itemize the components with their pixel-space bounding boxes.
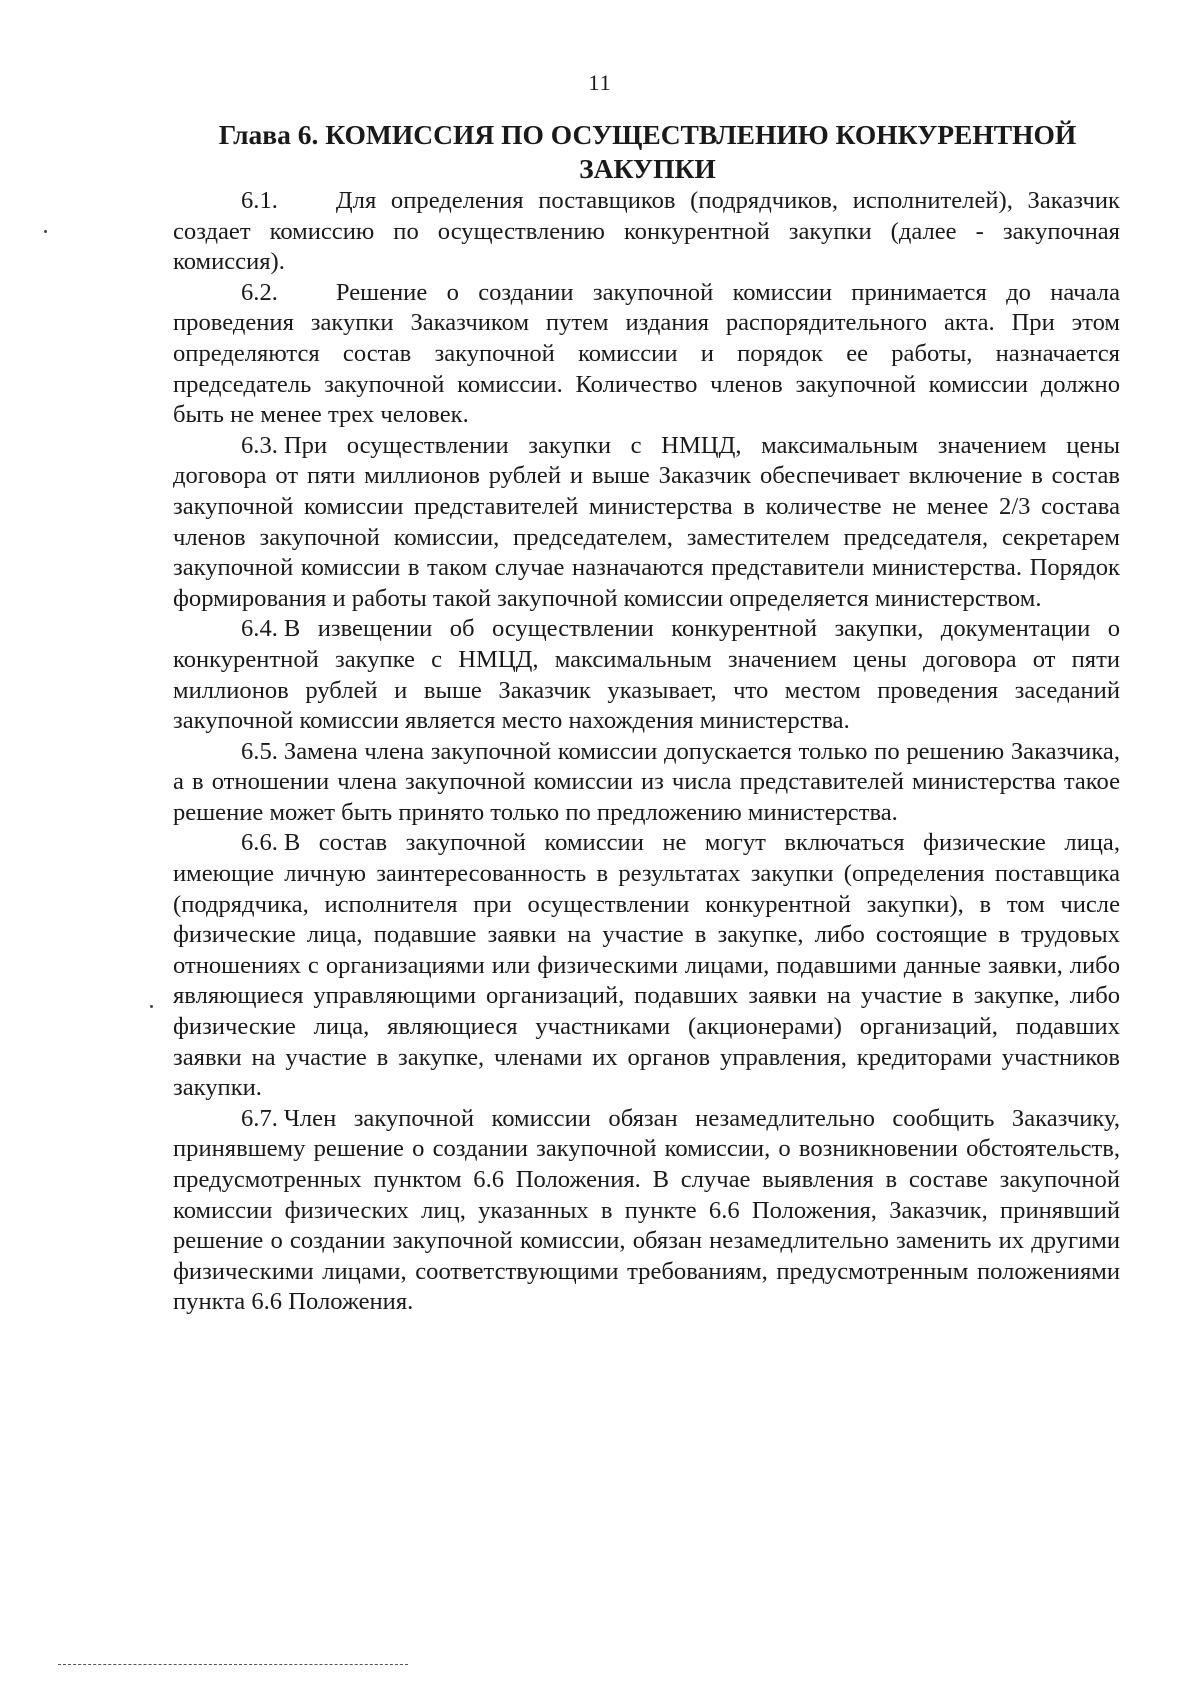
paragraph-text: Член закупочной комиссии обязан незамедлительно сообщить Заказчику, принявшему решение о создании закупочной комиссии, о возникновении обстоятельств, предусмотренных пунктом 6.6 Положения. В случае выявления в составе закупочной комиссии физических лиц, указанных в пункте 6.6 Положения, Заказчик, принявший решение о создании закупочной комиссии, обязан незамедлительно заменить их другими физическими лицами, соответствующими требованиям, предусмотренным положениями пункта 6.6 Положения. (173, 1104, 1120, 1316)
paragraph-6-4 (173, 614, 1120, 736)
paragraph-text: Решение о создании закупочной комиссии принимается до начала проведения закупки Заказчиком путем издания распорядительного акта. При этом определяются состав закупочной комиссии и порядок ее работы, назначается председатель закупочной комиссии. Количество членов закупочной комиссии должно быть не менее трех человек. (173, 278, 1120, 429)
paragraph-text: Для определения поставщиков (подрядчиков, исполнителей), Заказчик создает комиссию по осуществлению конкурентной закупки (далее - закупочная комиссия). (173, 187, 1120, 276)
document-body (173, 186, 1120, 1318)
paragraph-number: 6.7. (241, 1104, 278, 1132)
footer-scan-line (58, 1664, 408, 1666)
paragraph-number: 6.1. (241, 187, 278, 214)
paragraph-text: Замена члена закупочной комиссии допускается только по решению Заказчика, а в отношении члена закупочной комиссии из числа представителей министерства такое решение может быть принято только по предложению министерства. (173, 737, 1120, 826)
paragraph-number: 6.6. (241, 829, 278, 857)
paragraph-number: 6.5. (241, 737, 278, 765)
paragraph-6-7 (173, 1104, 1120, 1318)
paragraph-6-3 (173, 431, 1120, 615)
scan-speck (44, 230, 47, 233)
paragraph-number: 6.2. (241, 278, 278, 306)
scan-speck (150, 1005, 153, 1008)
paragraph-6-2 (173, 278, 1120, 431)
chapter-title: Глава 6. КОМИССИЯ ПО ОСУЩЕСТВЛЕНИЮ КОНКУРЕНТНОЙ ЗАКУПКИ (218, 119, 1077, 184)
paragraph-6-1 (173, 186, 1120, 278)
paragraph-number: 6.4. (241, 615, 278, 643)
paragraph-number: 6.3. (241, 431, 278, 459)
paragraph-text: В извещении об осуществлении конкурентной закупки, документации о конкурентной закупке с НМЦД, максимальным значением цены договора от пяти миллионов рублей и выше Заказчик указывает, что местом проведения заседаний закупочной комиссии является место нахождения министерства. (173, 615, 1120, 735)
page-number: 11 (588, 70, 612, 95)
paragraph-6-5 (173, 737, 1120, 829)
paragraph-text: В состав закупочной комиссии не могут включаться физические лица, имеющие личную заинтересованность в результатах закупки (определения поставщика (подрядчика, исполнителя при осуществлении конкурентной закупки), в том числе физические лица, подавшие заявки на участие в закупке, либо состоящие в трудовых отношениях с организациями или физическими лицами, подавшими данные заявки, либо являющиеся управляющими организаций, подавших заявки на участие в закупке, либо физические лица, являющиеся участниками (акционерами) организаций, подавших заявки на участие в закупке, членами их органов управления, кредиторами участников закупки. (173, 829, 1120, 1102)
paragraph-text: При осуществлении закупки с НМЦД, максимальным значением цены договора от пяти миллионов рублей и выше Заказчик обеспечивает включение в состав закупочной комиссии представителей министерства в количестве не менее 2/3 состава членов закупочной комиссии, председателем, заместителем председателя, секретарем закупочной комиссии в таком случае назначаются представители министерства. Порядок формирования и работы такой закупочной комиссии определяется министерством. (173, 431, 1120, 612)
paragraph-6-6 (173, 828, 1120, 1103)
